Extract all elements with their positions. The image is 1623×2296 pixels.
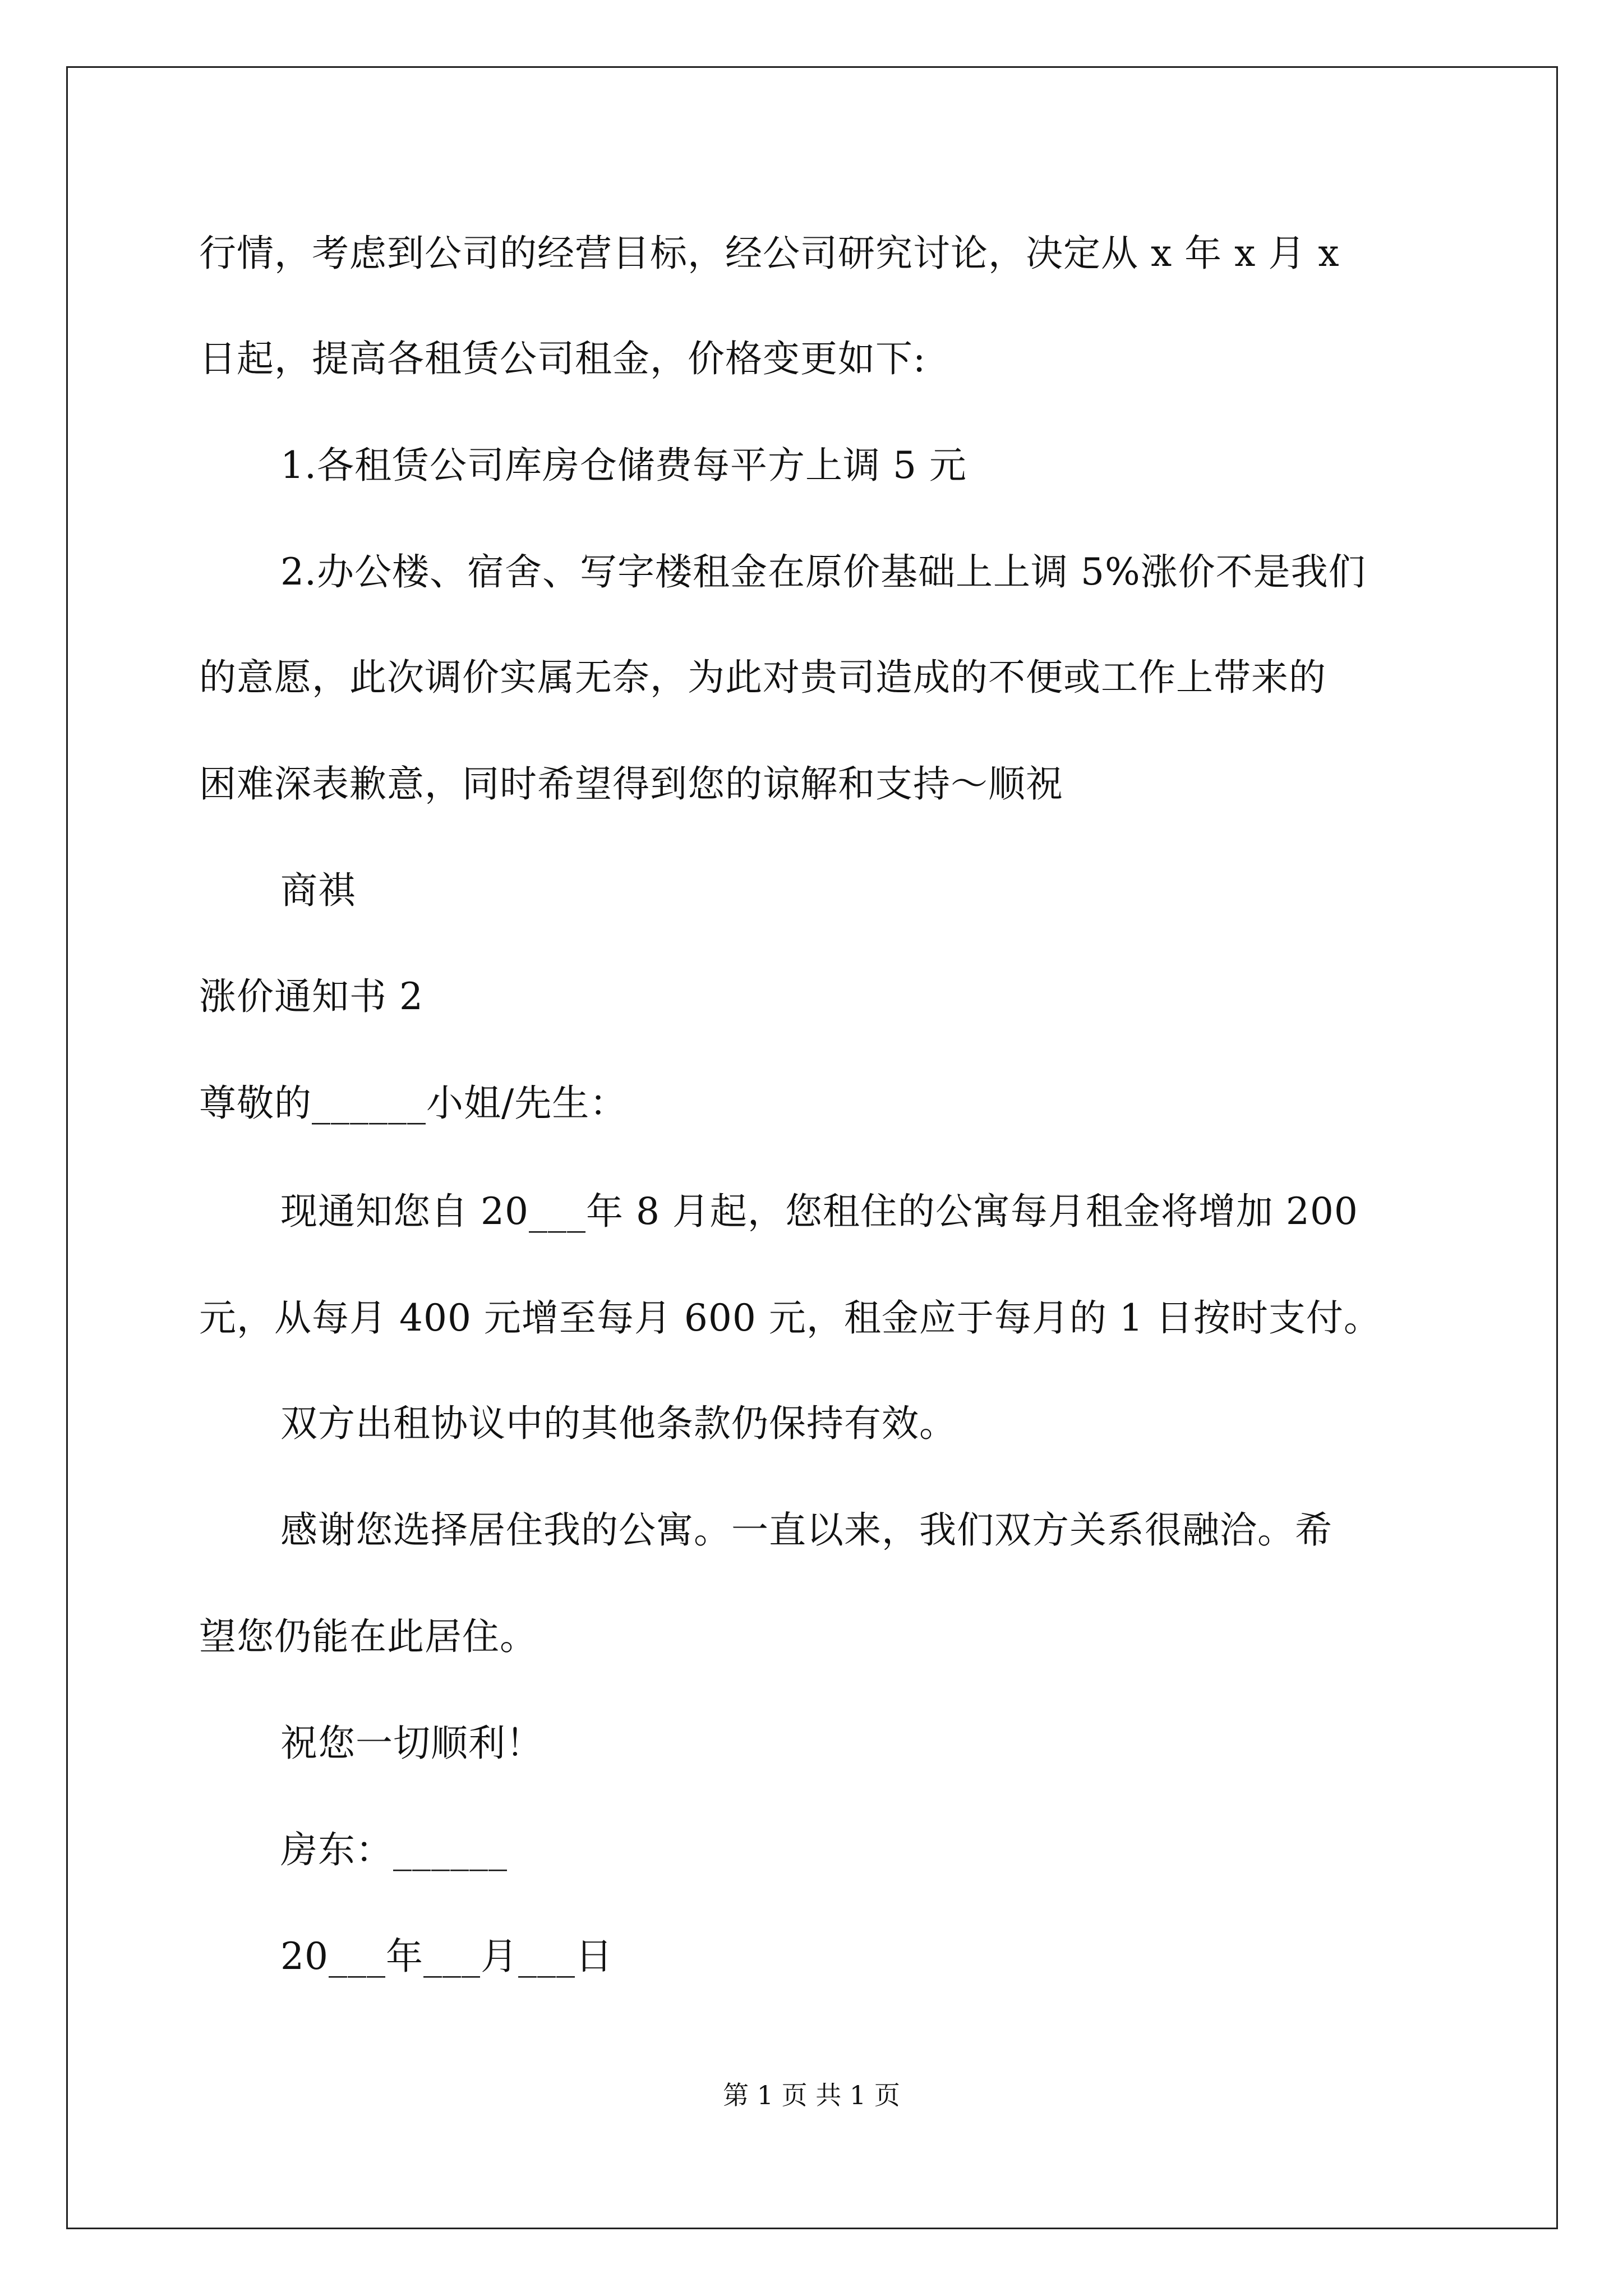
text-line: 的意愿，此次调价实属无奈，为此对贵司造成的不便或工作上带来的 [199,656,1326,699]
text-line: 日起，提高各租赁公司租金，价格变更如下: [199,337,926,380]
text-line: 行情，考虑到公司的经营目标，经公司研究讨论，决定从 x 年 x 月 x [199,232,1340,275]
list-item-2: 2.办公楼、宿舍、写字楼租金在原价基础上上调 5%涨价不是我们 [280,550,1366,593]
text-line: 元，从每月 400 元增至每月 600 元，租金应于每月的 1 日按时支付。 [199,1296,1381,1340]
text-line: 望您仍能在此居住。 [199,1615,537,1658]
text-line: 现通知您自 20___年 8 月起，您租住的公寓每月租金将增加 200 [280,1190,1358,1233]
greeting: 尊敬的______小姐/先生： [199,1082,628,1125]
text-line: 感谢您选择居住我的公寓。一直以来，我们双方关系很融洽。希 [280,1508,1332,1552]
closing-wish: 祝您一切顺利！ [280,1722,543,1765]
section-heading: 涨价通知书 2 [199,975,423,1018]
text-line: 双方出租协议中的其他条款仍保持有效。 [280,1402,957,1445]
closing-salutation: 商祺 [280,869,356,912]
page-border [66,66,1558,2229]
page-footer: 第 1 页 共 1 页 [723,2080,900,2110]
signature-landlord: 房东：______ [280,1828,508,1871]
date-line: 20___年___月___日 [280,1935,613,1978]
list-item-1: 1.各租赁公司库房仓储费每平方上调 5 元 [280,444,967,487]
text-line: 困难深表歉意，同时希望得到您的谅解和支持～顺祝 [199,762,1063,806]
